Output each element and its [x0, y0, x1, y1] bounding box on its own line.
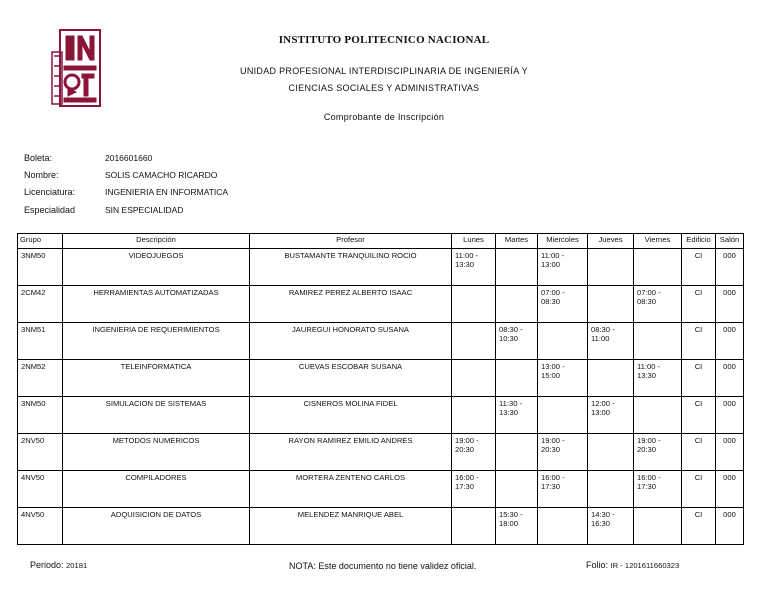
- col-header-viernes: Viernes: [634, 234, 682, 249]
- licenciatura-row: [24, 187, 229, 197]
- nombre-row: [24, 170, 218, 180]
- cell-miercoles: 13:00 - 15:00: [538, 360, 588, 397]
- col-header-lunes: Lunes: [452, 234, 496, 249]
- cell-jueves: [588, 360, 634, 397]
- cell-edificio: CI: [682, 323, 716, 360]
- cell-viernes: 07:00 - 08:30: [634, 286, 682, 323]
- table-row: [18, 360, 744, 397]
- table-row: [18, 286, 744, 323]
- cell-jueves: 14:30 - 16:30: [588, 508, 634, 545]
- nombre-label: Nombre:: [24, 170, 59, 180]
- cell-salon: 000: [716, 249, 744, 286]
- cell-martes: [496, 360, 538, 397]
- folio-value: IR - 1201611660323: [610, 561, 680, 570]
- especialidad-label: Especialidad: [24, 205, 76, 215]
- cell-edificio: CI: [682, 434, 716, 471]
- cell-profesor: BUSTAMANTE TRANQUILINO ROCIO: [250, 249, 452, 286]
- cell-jueves: [588, 471, 634, 508]
- cell-lunes: 16:00 - 17:30: [452, 471, 496, 508]
- cell-martes: [496, 249, 538, 286]
- cell-edificio: CI: [682, 508, 716, 545]
- cell-descripcion: ADQUISICION DE DATOS: [63, 508, 250, 545]
- cell-edificio: CI: [682, 360, 716, 397]
- folio-label: Folio:: [586, 560, 609, 570]
- unit-name-line-1: UNIDAD PROFESIONAL INTERDISCIPLINARIA DE INGENIERÍA Y: [240, 66, 528, 76]
- table-row: [18, 508, 744, 545]
- cell-profesor: MELENDEZ MANRIQUE ABEL: [250, 508, 452, 545]
- unit-name-line-2: CIENCIAS SOCIALES Y ADMINISTRATIVAS: [288, 83, 480, 93]
- cell-profesor: CISNEROS MOLINA FIDEL: [250, 397, 452, 434]
- cell-profesor: MORTERA ZENTENO CARLOS: [250, 471, 452, 508]
- nombre-value: SOLIS CAMACHO RICARDO: [105, 170, 218, 180]
- cell-miercoles: 11:00 - 13:00: [538, 249, 588, 286]
- cell-salon: 000: [716, 397, 744, 434]
- periodo-value: 20181: [66, 561, 88, 570]
- cell-grupo: 3NM50: [18, 249, 63, 286]
- cell-lunes: [452, 286, 496, 323]
- cell-grupo: 2NV50: [18, 434, 63, 471]
- cell-salon: 000: [716, 323, 744, 360]
- cell-miercoles: [538, 397, 588, 434]
- cell-descripcion: COMPILADORES: [63, 471, 250, 508]
- cell-jueves: 12:00 - 13:00: [588, 397, 634, 434]
- col-header-miercoles: Miercoles: [538, 234, 588, 249]
- cell-martes: 08:30 - 10:30: [496, 323, 538, 360]
- cell-martes: 11:30 - 13:30: [496, 397, 538, 434]
- cell-grupo: 4NV50: [18, 508, 63, 545]
- cell-descripcion: HERRAMIENTAS AUTOMATIZADAS: [63, 286, 250, 323]
- cell-jueves: [588, 286, 634, 323]
- cell-edificio: CI: [682, 471, 716, 508]
- col-header-salon: Salón: [716, 234, 744, 249]
- boleta-label: Boleta:: [24, 153, 53, 163]
- document-title: Comprobante de Inscripción: [323, 112, 445, 122]
- institution-title: INSTITUTO POLITECNICO NACIONAL: [278, 34, 490, 46]
- col-header-profesor: Profesor: [250, 234, 452, 249]
- cell-grupo: 3NM50: [18, 397, 63, 434]
- periodo: [30, 560, 87, 570]
- cell-salon: 000: [716, 360, 744, 397]
- table-header-row: [18, 234, 744, 249]
- cell-miercoles: [538, 323, 588, 360]
- cell-martes: [496, 471, 538, 508]
- periodo-label: Periodo:: [30, 560, 64, 570]
- cell-edificio: CI: [682, 249, 716, 286]
- col-header-edificio: Edificio: [682, 234, 716, 249]
- col-header-grupo: Grupo: [18, 234, 63, 249]
- boleta-value: 2016601660: [105, 153, 153, 163]
- cell-viernes: [634, 249, 682, 286]
- cell-lunes: [452, 508, 496, 545]
- cell-viernes: 16:00 - 17:30: [634, 471, 682, 508]
- cell-profesor: RAYON RAMIREZ EMILIO ANDRES: [250, 434, 452, 471]
- cell-grupo: 4NV50: [18, 471, 63, 508]
- cell-viernes: [634, 323, 682, 360]
- schedule-table: [17, 233, 744, 545]
- cell-lunes: 19:00 - 20:30: [452, 434, 496, 471]
- cell-descripcion: TELEINFORMATICA: [63, 360, 250, 397]
- col-header-jueves: Jueves: [588, 234, 634, 249]
- cell-lunes: [452, 360, 496, 397]
- cell-grupo: 3NM51: [18, 323, 63, 360]
- cell-salon: 000: [716, 286, 744, 323]
- col-header-descripcion: Descripción: [63, 234, 250, 249]
- cell-viernes: [634, 397, 682, 434]
- cell-martes: [496, 286, 538, 323]
- table-row: [18, 249, 744, 286]
- cell-grupo: 2NM52: [18, 360, 63, 397]
- cell-descripcion: METODOS NUMERICOS: [63, 434, 250, 471]
- cell-viernes: 11:00 - 13:30: [634, 360, 682, 397]
- cell-jueves: 08:30 - 11:00: [588, 323, 634, 360]
- cell-miercoles: [538, 508, 588, 545]
- cell-lunes: [452, 323, 496, 360]
- table-row: [18, 397, 744, 434]
- cell-martes: 15:30 - 18:00: [496, 508, 538, 545]
- cell-miercoles: 07:00 - 08:30: [538, 286, 588, 323]
- col-header-martes: Martes: [496, 234, 538, 249]
- especialidad-row: [24, 205, 184, 215]
- table-row: [18, 471, 744, 508]
- nota-text: NOTA: Este documento no tiene validez oficial.: [289, 561, 477, 571]
- licenciatura-label: Licenciatura:: [24, 187, 76, 197]
- cell-viernes: 19:00 - 20:30: [634, 434, 682, 471]
- cell-miercoles: 16:00 - 17:30: [538, 471, 588, 508]
- cell-miercoles: 19:00 - 20:30: [538, 434, 588, 471]
- cell-martes: [496, 434, 538, 471]
- cell-viernes: [634, 508, 682, 545]
- cell-profesor: RAMIREZ PEREZ ALBERTO ISAAC: [250, 286, 452, 323]
- cell-salon: 000: [716, 471, 744, 508]
- boleta-row: [24, 153, 153, 163]
- cell-edificio: CI: [682, 397, 716, 434]
- table-row: [18, 323, 744, 360]
- especialidad-value: SIN ESPECIALIDAD: [105, 205, 184, 215]
- cell-edificio: CI: [682, 286, 716, 323]
- cell-descripcion: SIMULACION DE SISTEMAS: [63, 397, 250, 434]
- cell-salon: 000: [716, 508, 744, 545]
- cell-jueves: [588, 434, 634, 471]
- table-row: [18, 434, 744, 471]
- folio: [586, 560, 679, 570]
- cell-descripcion: INGENIERIA DE REQUERIMIENTOS: [63, 323, 250, 360]
- cell-grupo: 2CM42: [18, 286, 63, 323]
- cell-descripcion: VIDEOJUEGOS: [63, 249, 250, 286]
- cell-lunes: [452, 397, 496, 434]
- cell-jueves: [588, 249, 634, 286]
- cell-profesor: CUEVAS ESCOBAR SUSANA: [250, 360, 452, 397]
- cell-profesor: JAUREGUI HONORATO SUSANA: [250, 323, 452, 360]
- licenciatura-value: INGENIERIA EN INFORMATICA: [105, 187, 229, 197]
- cell-salon: 000: [716, 434, 744, 471]
- cell-lunes: 11:00 - 13:30: [452, 249, 496, 286]
